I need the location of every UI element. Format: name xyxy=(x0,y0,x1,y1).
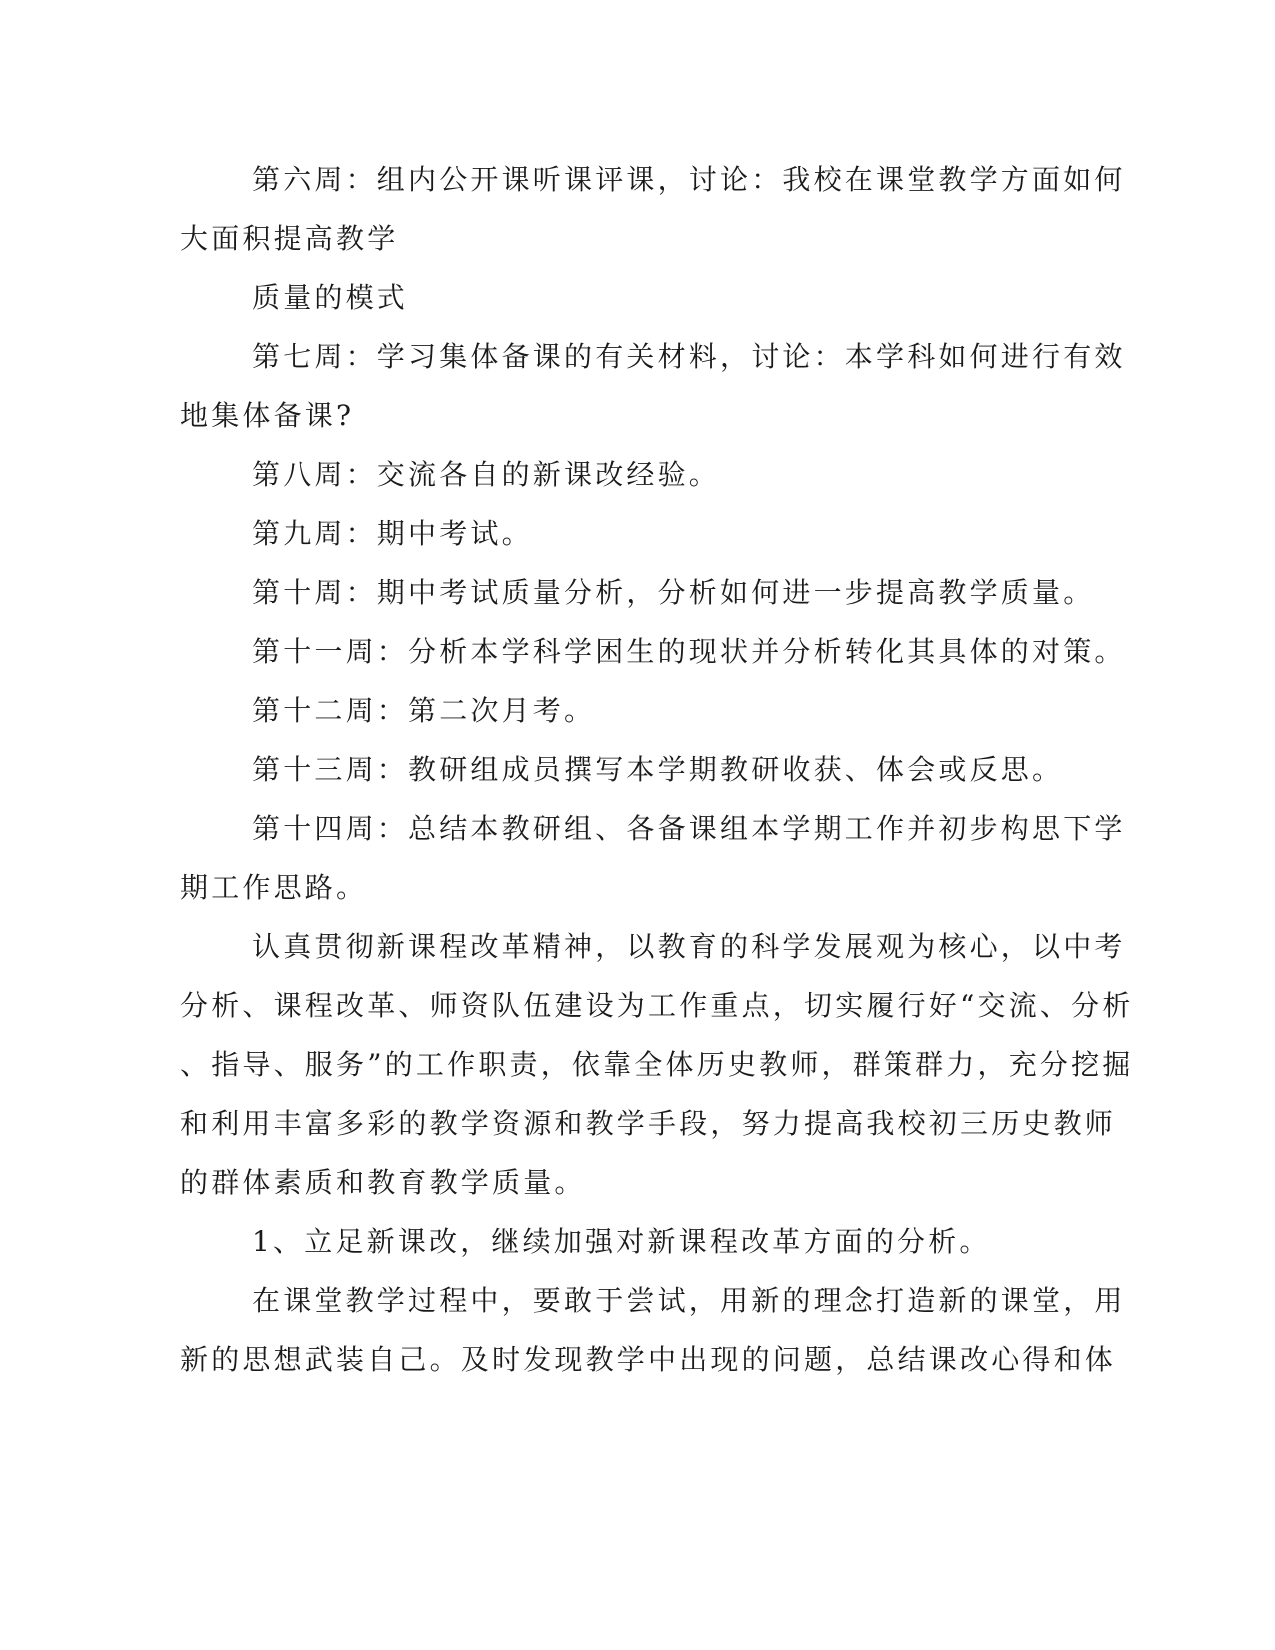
text-line: 第八周：交流各自的新课改经验。 xyxy=(252,458,721,491)
text-line: 第十四周：总结本教研组、各备课组本学期工作并初步构思下学 xyxy=(252,812,1126,845)
text-line: 认真贯彻新课程改革精神，以教育的科学发展观为核心，以中考 xyxy=(252,930,1126,963)
text-line: 1、立足新课改，继续加强对新课程改革方面的分析。 xyxy=(252,1225,991,1258)
text-line: 大面积提高教学 xyxy=(180,222,399,255)
text-line: 第六周：组内公开课听课评课，讨论：我校在课堂教学方面如何 xyxy=(252,163,1126,196)
text-line: 第十三周：教研组成员撰写本学期教研收获、体会或反思。 xyxy=(252,753,1064,786)
text-line: 分析、课程改革、师资队伍建设为工作重点，切实履行好“交流、分析 xyxy=(180,989,1134,1022)
text-line: 和利用丰富多彩的教学资源和教学手段，努力提高我校初三历史教师 xyxy=(180,1107,1117,1140)
text-line: 在课堂教学过程中，要敢于尝试，用新的理念打造新的课堂，用 xyxy=(252,1284,1126,1317)
text-line: 的群体素质和教育教学质量。 xyxy=(180,1166,586,1199)
text-line: 新的思想武装自己。及时发现教学中出现的问题，总结课改心得和体 xyxy=(180,1343,1117,1376)
text-line: 第十二周：第二次月考。 xyxy=(252,694,596,727)
text-line: 第七周：学习集体备课的有关材料，讨论：本学科如何进行有效 xyxy=(252,340,1126,373)
text-line: 第十一周：分析本学科学困生的现状并分析转化其具体的对策。 xyxy=(252,635,1126,668)
document-body xyxy=(180,150,1134,1389)
text-line: 期工作思路。 xyxy=(180,871,368,904)
text-line: 第九周：期中考试。 xyxy=(252,517,533,550)
text-line: 、指导、服务”的工作职责，依靠全体历史教师，群策群力，充分挖掘 xyxy=(180,1048,1134,1081)
text-line: 地集体备课? xyxy=(180,399,355,432)
text-line: 第十周：期中考试质量分析，分析如何进一步提高教学质量。 xyxy=(252,576,1095,609)
text-line: 质量的模式 xyxy=(252,281,409,314)
